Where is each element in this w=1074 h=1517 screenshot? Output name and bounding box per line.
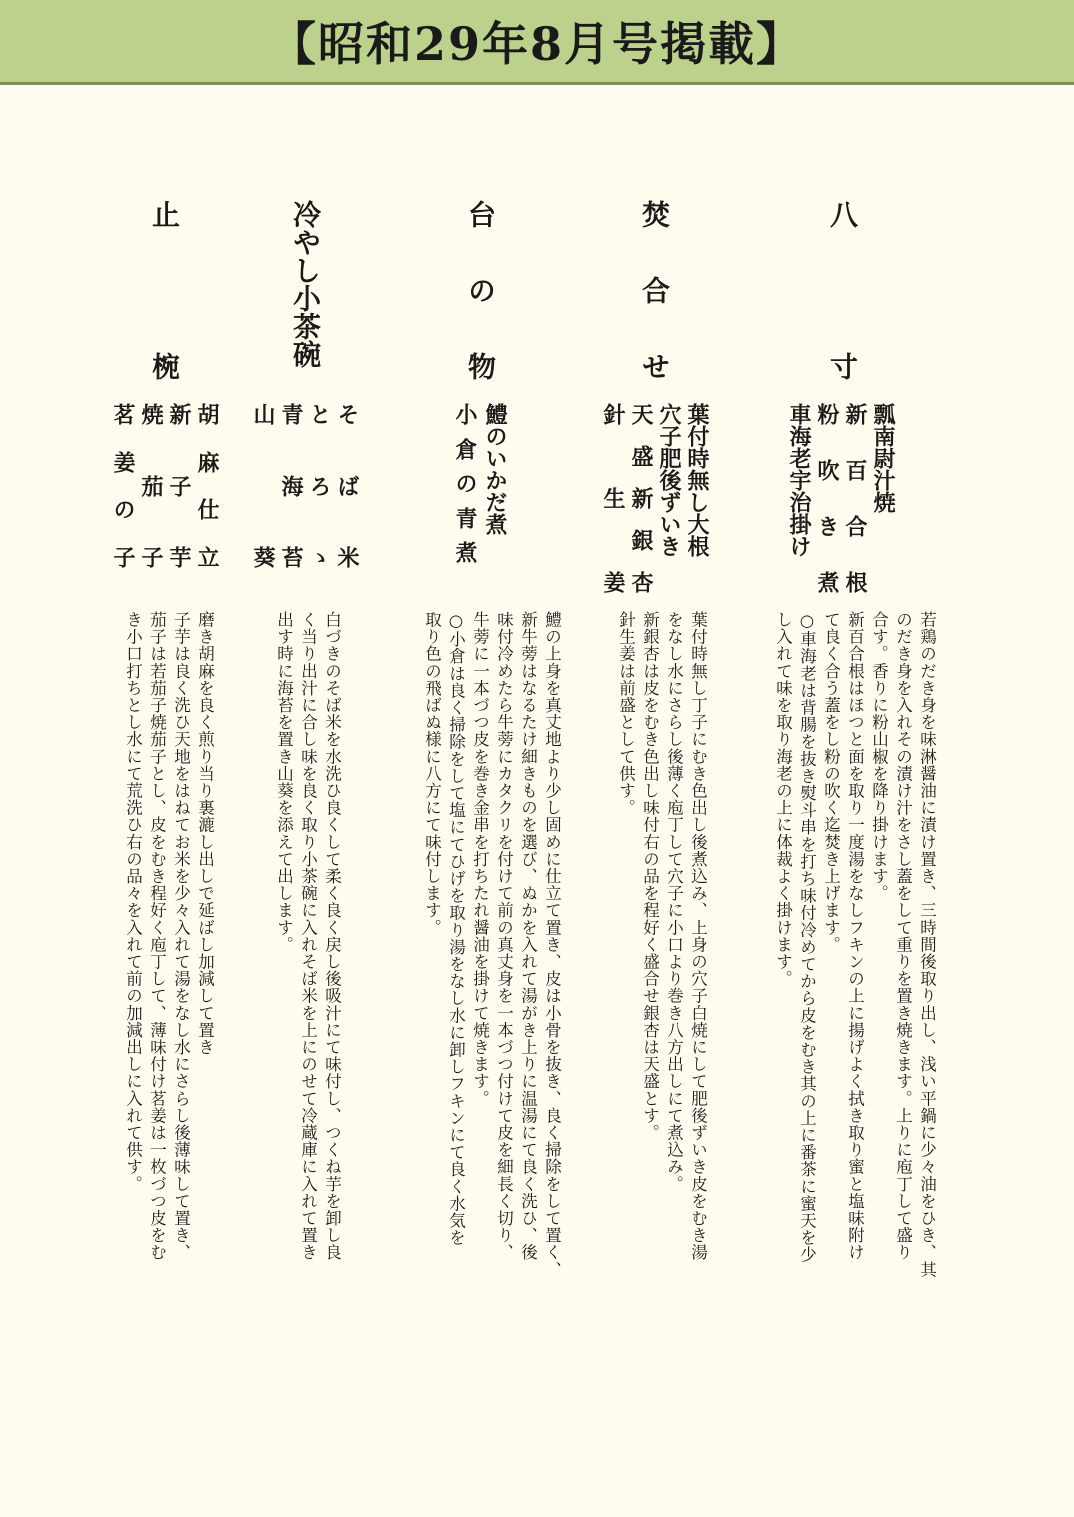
course-title-char: 椀 — [148, 352, 181, 380]
course-title-char: 物 — [464, 352, 497, 380]
dish-item: 葉付時無し大根 — [684, 403, 710, 557]
course-description-line: ○小倉は良く掃除をして塩にてひげを取り湯をなし水に卸しフキンにて良く水気を — [446, 611, 466, 1247]
course-title-char: 合 — [638, 276, 671, 304]
course-description-line: し入れて味を取り海老の上に体裁よく掛けます。 — [773, 611, 793, 988]
course-description-line: 若鶏のだき身を味淋醤油に漬け置き、三時間後取り出し、浅い平鍋に少々油をひき、其 — [917, 611, 937, 1278]
course-description-line: のだき身を入れその漬け汁をさし蓋をして重りを置き焼きます。上りに庖丁して盛り — [893, 611, 913, 1261]
dish-item: 山 葵 — [250, 403, 276, 568]
dish-item: 焼 茄 子 — [138, 403, 164, 568]
course-description-line: 葉付時無し丁子にむき色出し後煮込み、上身の穴子白焼にして肥後ずいき皮をむき湯 — [688, 611, 708, 1261]
course-description-line: き小口打ちとし水にて荒洗ひ右の品々を入れて前の加減出しに入れて供す。 — [123, 611, 143, 1193]
course-description-line: 牛蒡に一本づつ皮を巻き金串を打ちたれ醤油を掛けて焼きます。 — [470, 611, 490, 1107]
course-description-line: く当り出汁に合し味を良く取り小茶碗に入れそば米を上にのせて冷蔵庫に入れて置き — [298, 611, 318, 1261]
dish-item: 粉 吹 き 煮 — [814, 403, 840, 593]
course-title-takiawase — [634, 200, 670, 380]
course-description-line: ○車海老は背腸を抜き熨斗串を打ち味付冷めてから皮をむき其の上に番茶に蜜天を少 — [797, 611, 817, 1264]
course-description-line: 合す。香りに粉山椒を降り掛けます。 — [869, 611, 889, 902]
course-title-hassun — [822, 200, 858, 380]
dish-item: 鱧のいかだ煮 — [482, 403, 508, 535]
dish-item: 瓢南尉汁焼 — [870, 403, 896, 513]
dish-item: 小 倉 の 青 煮 — [452, 403, 478, 563]
course-title-char: せ — [638, 352, 671, 380]
course-description-line: 味付冷めたら牛蒡にカタクリを付けて前の真丈身を一本づつ付けて皮を細長く切り、 — [494, 611, 514, 1261]
dish-item: 新 百 合 根 — [842, 403, 868, 593]
course-description-line: 新牛蒡はなるたけ細きものを選び、ぬかを入れて湯がき上りに温湯にて良く洗ひ、後 — [518, 611, 538, 1261]
course-description-line: 取り色の飛ばぬ様に八方にて味付します。 — [422, 611, 442, 936]
course-description-line: をなし水にさらし後薄く庖丁して穴子に小口より巻き八方出しにて煮込み。 — [664, 611, 684, 1193]
course-title-char: 台 — [464, 200, 497, 228]
course-description-line: 磨き胡麻を良く煎り当り裏漉し出しで延ばし加減して置き — [195, 611, 215, 1056]
dish-item: と ろ ゝ — [306, 403, 332, 568]
course-title-char: の — [464, 276, 497, 304]
course-title-char: 止 — [148, 200, 181, 228]
dish-item: 針 生 姜 — [600, 403, 626, 593]
course-title-char: 焚 — [638, 200, 671, 228]
dish-item: 天 盛 新 銀 杏 — [628, 403, 654, 593]
course-description-line: 子芋は良く洗ひ天地をはねてお米を少々入れて湯をなし水にさらし後薄味して置き、 — [171, 611, 191, 1261]
course-title-char: 寸 — [826, 352, 859, 380]
course-description-line: 針生姜は前盛として供す。 — [616, 611, 636, 817]
course-title-char: 八 — [826, 200, 859, 228]
dish-item: そ ば 米 — [334, 403, 360, 568]
course-description-line: 新銀杏は皮をむき色出し味付右の品を程好く盛合せ銀杏は天盛とす。 — [640, 611, 660, 1142]
course-title-tomewan — [144, 200, 180, 380]
course-description-line: 鱧の上身を真丈地より少し固めに仕立て置き、皮は小骨を抜き、良く掃除をして置く、 — [542, 611, 562, 1278]
course-description-line: 新百合根はほつと面を取り一度湯をなしフキンの上に揚げよく拭き取り蜜と塩味附け — [845, 611, 865, 1261]
page-title: 【昭和29年8月号掲載】 — [269, 17, 805, 71]
course-description-line: 白づきのそば米を水洗ひ良くして柔く良く戻し後吸汁にて味付し、つくね芋を卸し良 — [322, 611, 342, 1261]
course-title-dainomono — [460, 200, 496, 380]
course-description-line: 茄子は若茄子焼茄子とし、皮をむき程好く庖丁して、薄味付け茗姜は一枚づつ皮をむ — [147, 611, 167, 1261]
course-description-line: 出す時に海苔を置き山葵を添えて出します。 — [274, 611, 294, 953]
dish-item: 茗 姜 の 子 — [110, 403, 136, 568]
course-title-hiyashi-kojawan: 冷やし小茶碗 — [289, 200, 322, 368]
dish-item: 新 子 芋 — [166, 403, 192, 568]
course-description-line: て良く合う蓋をし粉の吹く迄焚き上げます。 — [821, 611, 841, 953]
dish-item: 車海老宇治掛け — [786, 403, 812, 557]
document-page — [0, 88, 1074, 1517]
header-band — [0, 0, 1074, 85]
dish-item: 穴子肥後ずいき — [656, 403, 682, 557]
dish-item: 胡 麻 仕 立 — [194, 403, 220, 568]
dish-item: 青 海 苔 — [278, 403, 304, 568]
